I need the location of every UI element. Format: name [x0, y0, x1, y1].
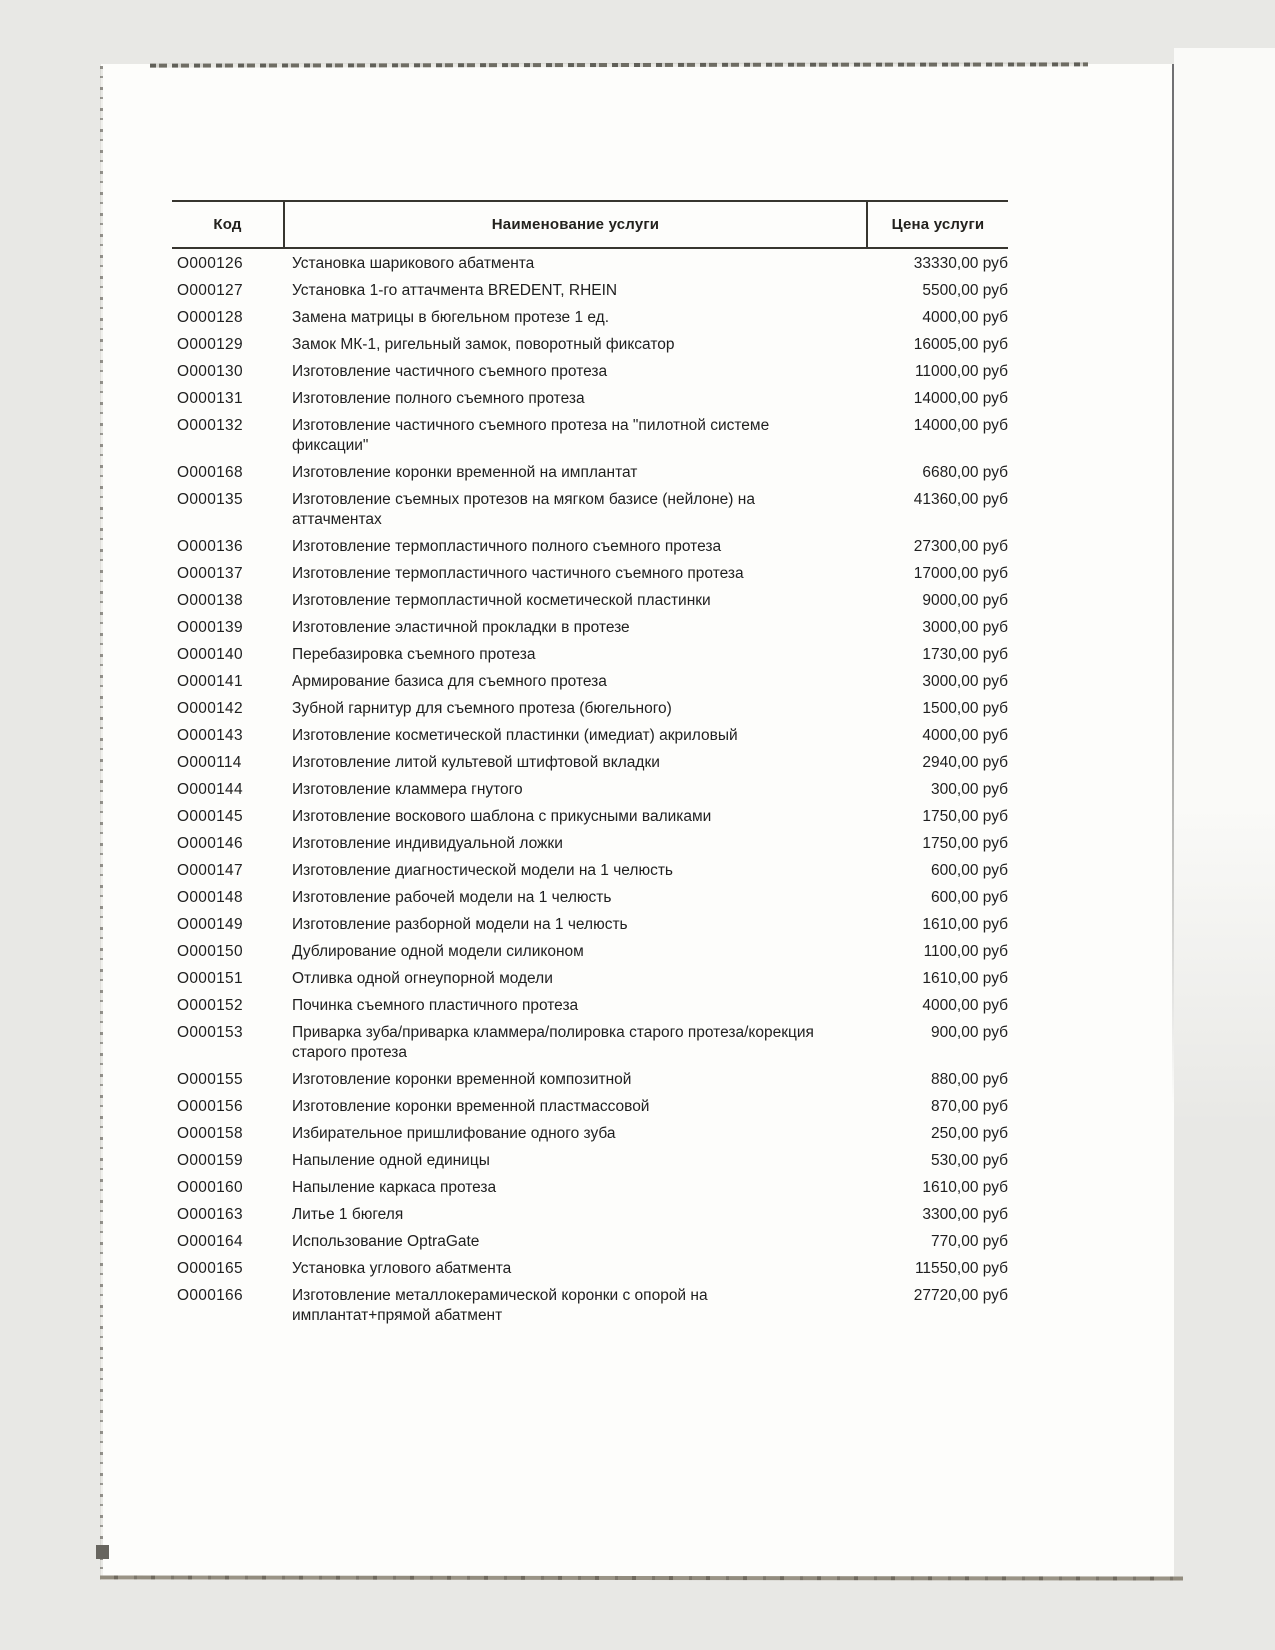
row-price: 1610,00 руб: [922, 916, 1008, 933]
row-price: 1610,00 руб: [922, 970, 1008, 987]
paper-sheet: [101, 64, 1174, 1580]
row-service-name: Установка 1-го аттачмента BREDENT, RHEIN: [292, 282, 618, 299]
row-code: О000131: [177, 390, 243, 407]
row-code: О000148: [177, 889, 243, 906]
row-service-name: Избирательное пришлифование одного зуба: [292, 1125, 616, 1142]
row-price: 4000,00 руб: [922, 727, 1008, 744]
row-service-name: Изготовление термопластичной косметической пластинки: [292, 592, 711, 609]
row-code: О000129: [177, 336, 243, 353]
row-code: О000155: [177, 1071, 243, 1088]
table-row: [172, 1097, 1008, 1117]
table-row: [172, 1259, 1008, 1279]
table-row: [172, 591, 1008, 611]
table-body: [172, 249, 1008, 1326]
row-code: О000144: [177, 781, 243, 798]
row-service-name: Изготовление индивидуальной ложки: [292, 835, 563, 852]
row-code: О000139: [177, 619, 243, 636]
table-row: [172, 672, 1008, 692]
row-service-name: Изготовление коронки временной композитной: [292, 1071, 632, 1088]
table-row: [172, 1178, 1008, 1198]
row-code: О000140: [177, 646, 243, 663]
row-code: О000142: [177, 700, 243, 717]
row-price: 33330,00 руб: [913, 255, 1008, 272]
table-row: [172, 1124, 1008, 1144]
row-service-name: Изготовление коронки временной на имплантат: [292, 464, 638, 481]
row-service-name: Литье 1 бюгеля: [292, 1206, 404, 1223]
row-code: О000160: [177, 1179, 243, 1196]
table-row: [172, 490, 1008, 530]
row-price: 1750,00 руб: [922, 808, 1008, 825]
row-code: О000158: [177, 1125, 243, 1142]
row-service-name: Изготовление рабочей модели на 1 челюсть: [292, 889, 612, 906]
row-service-name: Изготовление воскового шаблона с прикусными валиками: [292, 808, 712, 825]
row-price: 16005,00 руб: [913, 336, 1008, 353]
row-service-name: Изготовление кламмера гнутого: [292, 781, 523, 798]
row-code: О000152: [177, 997, 243, 1014]
row-service-name: Дублирование одной модели силиконом: [292, 943, 584, 960]
row-service-name: Замена матрицы в бюгельном протезе 1 ед.: [292, 309, 610, 326]
row-service-name: Напыление одной единицы: [292, 1152, 490, 1169]
row-code: О000132: [177, 417, 243, 434]
row-code: О000168: [177, 464, 243, 481]
row-price: 2940,00 руб: [922, 754, 1008, 771]
table-row: [172, 726, 1008, 746]
row-service-name: Напыление каркаса протеза: [292, 1179, 497, 1196]
table-row: [172, 780, 1008, 800]
row-code: О000127: [177, 282, 243, 299]
row-code: О000126: [177, 255, 243, 272]
row-price: 1750,00 руб: [922, 835, 1008, 852]
table-row: [172, 463, 1008, 483]
scan-corner-mark: [96, 1545, 109, 1559]
table-row: [172, 537, 1008, 557]
table-row: [172, 416, 1008, 456]
row-code: О000151: [177, 970, 243, 987]
row-code: О000145: [177, 808, 243, 825]
row-price: 4000,00 руб: [922, 309, 1008, 326]
table-row: [172, 861, 1008, 881]
row-service-name: Установка шарикового абатмента: [292, 255, 535, 272]
row-price: 900,00 руб: [931, 1024, 1008, 1041]
row-code: О000147: [177, 862, 243, 879]
table-row: [172, 281, 1008, 301]
row-service-name: Изготовление литой культевой штифтовой вкладки: [292, 754, 660, 771]
row-service-name: Отливка одной огнеупорной модели: [292, 970, 553, 987]
table-row: [172, 1070, 1008, 1090]
row-price: 600,00 руб: [931, 889, 1008, 906]
row-price: 6680,00 руб: [922, 464, 1008, 481]
table-row: [172, 1151, 1008, 1171]
row-service-name: Изготовление термопластичного частичного съемного протеза: [292, 565, 744, 582]
row-code: О000159: [177, 1152, 243, 1169]
page-left-edge-artifact: [100, 66, 103, 1576]
row-price: 250,00 руб: [931, 1125, 1008, 1142]
row-code: О000146: [177, 835, 243, 852]
row-service-name: Изготовление эластичной прокладки в протезе: [292, 619, 630, 636]
row-service-name: Изготовление металлокерамической коронки с опорой на имплантат+прямой абатмент: [292, 1287, 708, 1324]
table-row: [172, 254, 1008, 274]
row-code: О000135: [177, 491, 243, 508]
row-price: 1100,00 руб: [923, 943, 1008, 960]
table-row: [172, 308, 1008, 328]
row-service-name: Установка углового абатмента: [292, 1260, 512, 1277]
row-price: 17000,00 руб: [913, 565, 1008, 582]
row-service-name: Изготовление косметической пластинки (имедиат) акриловый: [292, 727, 738, 744]
row-code: О000141: [177, 673, 243, 690]
table-row: [172, 888, 1008, 908]
row-price: 3300,00 руб: [922, 1206, 1008, 1223]
row-code: О000114: [177, 754, 242, 771]
row-code: О000130: [177, 363, 243, 380]
row-code: О000165: [177, 1260, 243, 1277]
row-price: 9000,00 руб: [922, 592, 1008, 609]
row-service-name: Изготовление термопластичного полного съемного протеза: [292, 538, 722, 555]
row-code: О000163: [177, 1206, 243, 1223]
column-header-code: Код: [172, 202, 285, 247]
row-price: 1730,00 руб: [922, 646, 1008, 663]
row-service-name: Изготовление частичного съемного протеза: [292, 363, 608, 380]
row-price: 11550,00 руб: [914, 1260, 1008, 1277]
column-header-service-name: Наименование услуги: [491, 216, 660, 233]
row-code: О000128: [177, 309, 243, 326]
row-code: О000164: [177, 1233, 243, 1250]
row-code: О000143: [177, 727, 243, 744]
row-service-name: Изготовление коронки временной пластмассовой: [292, 1098, 650, 1115]
row-price: 27720,00 руб: [913, 1287, 1008, 1304]
row-service-name: Приварка зуба/приварка кламмера/полировка старого протеза/корекция старого протеза: [292, 1024, 814, 1061]
table-row: [172, 1023, 1008, 1063]
row-service-name: Замок МК-1, ригельный замок, поворотный фиксатор: [292, 336, 675, 353]
row-service-name: Изготовление разборной модели на 1 челюсть: [292, 916, 628, 933]
row-code: О000138: [177, 592, 243, 609]
table-row: [172, 389, 1008, 409]
row-price: 600,00 руб: [931, 862, 1008, 879]
table-row: [172, 1205, 1008, 1225]
row-service-name: Изготовление диагностической модели на 1 челюсть: [292, 862, 674, 879]
row-service-name: Изготовление частичного съемного протеза на "пилотной системе фиксации": [292, 417, 770, 454]
row-price: 11000,00 руб: [914, 363, 1008, 380]
table-row: [172, 1286, 1008, 1326]
table-header-row: [172, 200, 1008, 249]
row-price: 530,00 руб: [931, 1152, 1008, 1169]
table-row: [172, 618, 1008, 638]
row-price: 14000,00 руб: [913, 390, 1008, 407]
row-service-name: Перебазировка съемного протеза: [292, 646, 536, 663]
table-row: [172, 807, 1008, 827]
row-service-name: Изготовление съемных протезов на мягком базисе (нейлоне) на аттачментах: [292, 491, 755, 528]
table-row: [172, 915, 1008, 935]
table-row: [172, 362, 1008, 382]
row-code: О000150: [177, 943, 243, 960]
row-service-name: Армирование базиса для съемного протеза: [292, 673, 607, 690]
column-header-price: Цена услуги: [866, 202, 1008, 247]
row-price: 3000,00 руб: [922, 619, 1008, 636]
row-price: 1500,00 руб: [922, 700, 1008, 717]
row-service-name: Починка съемного пластичного протеза: [292, 997, 579, 1014]
table-row: [172, 942, 1008, 962]
table-row: [172, 753, 1008, 773]
row-code: О000136: [177, 538, 243, 555]
row-price: 300,00 руб: [931, 781, 1008, 798]
table-row: [172, 645, 1008, 665]
row-code: О000137: [177, 565, 243, 582]
table-row: [172, 1232, 1008, 1252]
row-code: О000153: [177, 1024, 243, 1041]
row-price: 870,00 руб: [931, 1098, 1008, 1115]
row-price: 27300,00 руб: [913, 538, 1008, 555]
row-price: 880,00 руб: [931, 1071, 1008, 1088]
table-row: [172, 564, 1008, 584]
row-service-name: Зубной гарнитур для съемного протеза (бюгельного): [292, 700, 672, 717]
scan-light-strip: [1174, 48, 1275, 1128]
table-row: [172, 699, 1008, 719]
table-row: [172, 996, 1008, 1016]
row-code: О000166: [177, 1287, 243, 1304]
table-row: [172, 834, 1008, 854]
price-table: [172, 200, 1008, 1333]
page-right-edge-artifact: [1172, 64, 1174, 1104]
row-price: 770,00 руб: [931, 1233, 1008, 1250]
row-price: 5500,00 руб: [922, 282, 1008, 299]
row-code: О000156: [177, 1098, 243, 1115]
row-price: 14000,00 руб: [913, 417, 1008, 434]
table-row: [172, 335, 1008, 355]
row-code: О000149: [177, 916, 243, 933]
row-price: 4000,00 руб: [922, 997, 1008, 1014]
row-service-name: Использование OptraGate: [292, 1233, 480, 1250]
row-service-name: Изготовление полного съемного протеза: [292, 390, 585, 407]
row-price: 41360,00 руб: [913, 491, 1008, 508]
table-row: [172, 969, 1008, 989]
row-price: 3000,00 руб: [922, 673, 1008, 690]
row-price: 1610,00 руб: [922, 1179, 1008, 1196]
